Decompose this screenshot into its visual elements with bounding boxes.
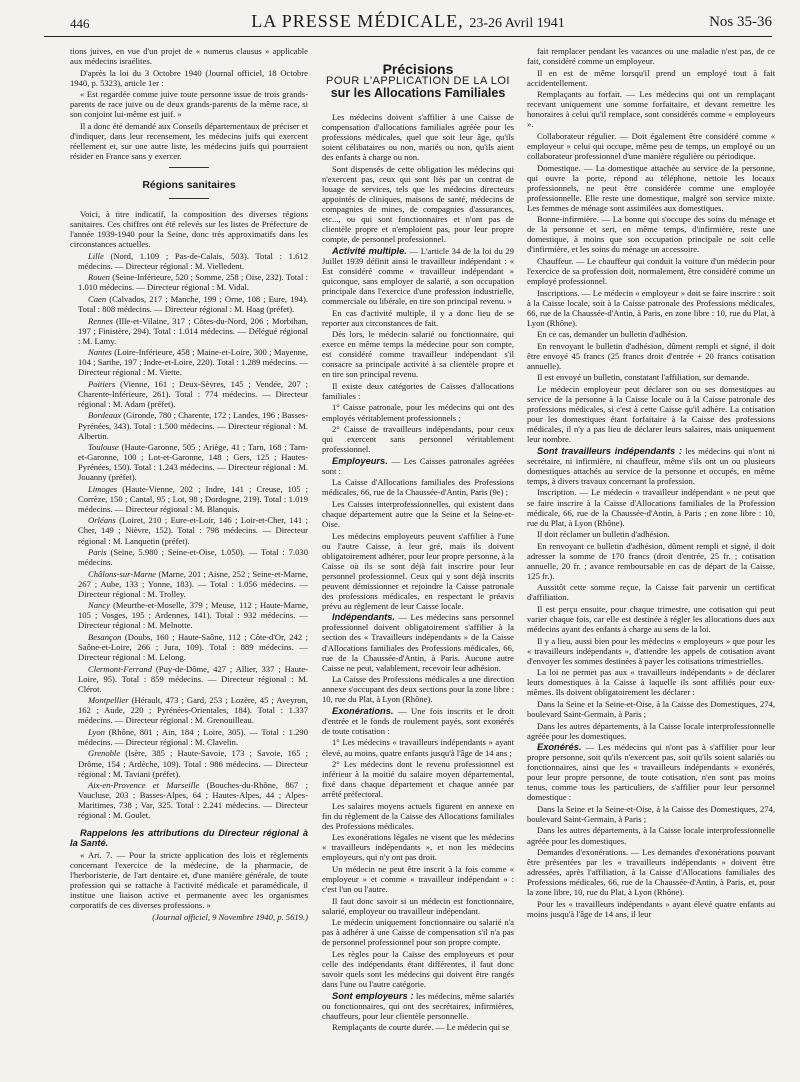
paragraph: [527, 636, 775, 666]
intro-block: [70, 46, 308, 161]
paragraph: [322, 531, 514, 611]
region-city: Paris: [88, 547, 107, 558]
paragraph: [527, 372, 775, 382]
column-middle: [322, 46, 514, 1066]
region-entry: [70, 316, 308, 346]
region-city: Poitiers: [88, 378, 116, 389]
region-entry: [70, 251, 308, 271]
region-city: Aix-en-Provence et Marseille: [88, 780, 200, 791]
paragraph: [322, 801, 514, 831]
paragraph: tions juives, en vue d'un projet de « numerus clausus » applicable aux médecins israélites.: [70, 46, 308, 67]
region-entry: [70, 748, 308, 778]
region-details: (Bouches-du-Rhône, 867 ; Vaucluse, 203 ; Basses-Alpes, 64 ; Hautes-Alpes, 44 ; Alpes-Maritimes, 738 ; Var, 325. Total : 2.241 médecins. — Directeur régional : M. Goulet.: [78, 780, 308, 821]
paragraph-text: — Une fois inscrits et le droit d'entrée et le fonds de roulement payés, sont exonérés de toute cotisation :: [322, 705, 514, 736]
paragraph-text: La Caisse d'Allocations familiales des Professions médicales, 66, rue de la Chaussée-d'Antin, Paris (9e) ;: [322, 477, 514, 498]
paragraph-text: Inscription. — Le médecin « travailleur indépendant » ne peut que se faire inscrire à la Caisse d'Allocations familiales de la Profession médicale, 66, rue de la Chaussée-d'Antin, à Paris ; en zone libre : 10, rue du Plat, à Lyon (Rhône).: [527, 487, 775, 528]
paragraph: [527, 804, 775, 824]
paragraph: [527, 721, 775, 741]
paragraph: [527, 825, 775, 845]
divider: [169, 198, 209, 199]
paragraph-text: En renvoyant ce bulletin d'adhésion, dûment rempli et signé, il doit adresser la somme de 170 francs (droit d'entrée, 25 fr. ; cotisation annuelle, 20 fr. ; avance remboursable en cas de départ de la Caisse, 125 fr.).: [527, 540, 775, 581]
article-body: [322, 112, 514, 1032]
region-entry: [70, 347, 308, 377]
region-details: (Gironde, 780 ; Charente, 172 ; Landes, 196 ; Basses-Pyrénées, 343). Total : 1.500 médecins. — Directeur régional : M. Albertin.: [78, 410, 308, 441]
paragraph: [322, 381, 514, 401]
paragraph-text: Il y a lieu, aussi bien pour les médecins « employeurs » que pour les « travailleurs indépendants », d'attendre les appels de cotisation avant d'envoyer les sommes destinées à payer les cotisations trimestrielles.: [527, 635, 775, 666]
journal-title-line: [44, 11, 772, 32]
paragraph: [527, 604, 775, 634]
region-entry: [70, 664, 308, 694]
paragraph: [527, 582, 775, 602]
paragraph: [527, 742, 775, 802]
paragraph-text: Inscriptions. — Le médecin « employeur » doit se faire inscrire : soit à la Caisse locale, soit à la Caisse patronale des Professions médicales, 66, rue de la Chaussée-d'Antin, à Paris, en zone libre : 10, rue du Plat, à Lyon (Rhône).: [527, 287, 775, 328]
region-city: Nancy: [88, 600, 110, 611]
paragraph: [527, 446, 775, 486]
paragraph-text: Les salaires moyens actuels figurent en annexe en fin du règlement de la Caisse des Allocations familiales des Professions médicales.: [322, 800, 514, 831]
region-entry: [70, 780, 308, 820]
region-entry: [70, 727, 308, 747]
paragraph-text: Il doit réclamer un bulletin d'adhésion.: [537, 529, 670, 540]
region-city: Châlons-sur-Marne: [88, 568, 157, 579]
region-details: (Meurthe-et-Moselle, 379 ; Meuse, 112 ; Haute-Marne, 105 ; Vosges, 195 ; Ardennes, 141). Total : 932 médecins. — Directeur régional : M. Melnotte.: [78, 600, 308, 631]
paragraph: [527, 529, 775, 539]
regions-intro: Voici, à titre indicatif, la composition des diverses régions sanitaires. Ces chiffres ont été relevés sur les listes de Préfecture de l'année 1939-1940 pour la Seine, donc très approximatifs dans les circonstances actuelles.: [70, 209, 308, 250]
paragraph: [322, 612, 514, 672]
paragraph-text: Dès lors, le médecin salarié ou fonctionnaire, qui exerce en même temps la médecine pour son compte, est considéré comme travailleur indépendant s'il consacre sa principale activité à sa clientèle propre et en tire son principal revenu.: [322, 329, 514, 380]
region-city: Grenoble: [88, 748, 121, 759]
paragraph: [527, 329, 775, 339]
paragraph: [527, 256, 775, 286]
paragraph-text: — Les médecins sans personnel professionnel doivent obligatoirement s'affilier à la section des « Travailleurs indépendants » de la Caisse d'Allocations familiales des Professions médicales, 66, rue de la Chaussée-d'Antin, à Paris. Aucune autre Caisse ne peut, valablement, recevoir leur adhésion.: [322, 612, 514, 673]
region-city: Limoges: [88, 483, 118, 494]
paragraph: [322, 246, 514, 306]
region-city: Orléans: [88, 515, 116, 526]
paragraph: [527, 699, 775, 719]
paragraph: D'après la loi du 3 Octobre 1940 (Journal officiel, 18 Octobre 1940, p. 5323), article 1er :: [70, 67, 308, 88]
paragraph-text: — Les Caisses patronales agréées sont :: [322, 455, 514, 476]
paragraph-text: — Les médecins qui n'ont pas à s'affilier pour leur propre personne, soit qu'ils n'exercent pas, soit qu'ils soient salariés ou fonctionnaires, ainsi que les « travailleurs indépendants » exonérés, pour leur propre personne, de toute cotisation, n'en sont pas moins tenus, comme tous les particuliers, de s'affilier pour leur personnel domestique :: [527, 742, 775, 803]
paragraph-text: Collaborateur régulier. — Doit également être considéré comme « employeur » celui qui occupe, même peu de temps, un employé ou un collaborateur professionnel d'une manière régulière ou périodique.: [527, 130, 775, 161]
paragraph: [527, 46, 775, 66]
region-details: (Nord, 1.109 ; Pas-de-Calais, 503). Total : 1.612 médecins. — Directeur régional : M. Vielledent.: [78, 250, 308, 271]
region-details: (Hérault, 473 ; Gard, 253 ; Lozère, 45 ; Aveyron, 162 ; Aude, 220 ; Pyrénées-Orientales, 184). Total : 1.337 médecins. — Directeur régional : M. Grenouilleau.: [78, 695, 308, 726]
paragraph-text: La Caisse des Professions médicales a une direction annexe s'occupant des deux sections pour la zone libre : 10, rue du Plat, à Lyon (Rhône).: [322, 674, 514, 705]
region-details: (Doubs, 160 ; Haute-Saône, 112 ; Côte-d'Or, 242 ; Saône-et-Loire, 266 ; Jura, 109). Total : 889 médecins. — Directeur régional : M. Lelong.: [78, 631, 308, 663]
column-right: [527, 46, 775, 1066]
paragraph: [322, 456, 514, 476]
paragraph-text: Un médecin ne peut être inscrit à la fois comme « employeur » et comme « travailleur indépendant » : c'est l'un ou l'autre.: [322, 864, 514, 895]
paragraph: [322, 308, 514, 328]
page-header: [44, 10, 772, 37]
region-city: Montpellier: [88, 695, 129, 706]
region-city: Besançon: [88, 631, 122, 642]
region-details: (Haute-Garonne, 505 ; Ariège, 41 ; Tarn, 168 ; Tarn-et-Garonne, 100 ; Lot-et-Garonne, 148 ; Gers, 125 ; Hautes-Pyrénées, 150). Total : 1.243 médecins. — Directeur régional : M. Jouanny (préfet).: [78, 442, 308, 483]
region-city: Rouen: [88, 272, 110, 283]
paragraph: [527, 163, 775, 213]
article-title: [322, 61, 514, 101]
paragraph: [322, 706, 514, 736]
region-entry: [70, 547, 308, 567]
paragraph: [527, 384, 775, 444]
paragraph-text: 1° Les médecins « travailleurs indépendants » ayant élevé, au moins, quatre enfants jusqu'à l'âge de 14 ans ;: [322, 737, 514, 758]
article-title-line1: Précisions: [382, 61, 454, 77]
paragraph-text: Pour les « travailleurs indépendants » ayant élevé quatre enfants au moins jusqu'à l'âge de 14 ans, il leur: [527, 898, 775, 919]
paragraph-text: Remplaçants de courte durée. — Le médecin qui se: [332, 1022, 510, 1033]
region-entry: [70, 569, 308, 599]
region-details: (Haute-Vienne, 202 ; Indre, 141 ; Creuse, 105 ; Corrèze, 150 ; Cantal, 95 ; Lot, 98 ; Dordogne, 219). Total : 1.019 médecins. — Directeur régional : M. Blanquis.: [78, 483, 308, 514]
paragraph: [322, 329, 514, 379]
paragraph: [322, 949, 514, 989]
region-details: (Isère, 385 ; Haute-Savoie, 173 ; Savoie, 165 ; Drôme, 154 ; Ardèche, 109). Total : 986 médecins. — Directeur régional : M. Taviani (préfet).: [78, 748, 308, 779]
paragraph-text: Aussitôt cette somme reçue, la Caisse fait parvenir un certificat d'affiliation.: [527, 582, 775, 603]
paragraph-text: Il est envoyé un bulletin, constatant l'affiliation, sur demande.: [537, 372, 750, 383]
paragraph: [322, 164, 514, 244]
paragraph-text: Remplaçants au forfait. — Les médecins qui ont un remplaçant recevant uniquement une somme forfaitaire, et devant remettre les honoraires à celui qu'il remplace, sont considérés comme « employeurs ».: [527, 89, 775, 130]
region-city: Clermont-Ferrand: [88, 663, 152, 674]
paragraph: [527, 541, 775, 581]
page-number: 446: [70, 16, 90, 31]
region-city: Bordeaux: [88, 410, 122, 421]
paragraph: [322, 499, 514, 529]
paragraph: [322, 1022, 514, 1032]
region-city: Rennes: [88, 315, 113, 326]
region-city: Nantes: [88, 347, 112, 358]
region-entry: [70, 379, 308, 409]
paragraph: [527, 89, 775, 129]
region-details: (Puy-de-Dôme, 427 ; Allier, 337 ; Haute-Loire, 95). Total : 859 médecins. — Directeur régional : M. Clérot.: [78, 663, 308, 694]
paragraph: Il a donc été demandé aux Conseils départementaux de préciser et d'indiquer, dans leur recensement, les médecins juifs qui exercent réellement et, sur une autre liste, les médecins juifs qui pourraient résider en France sans y exercer.: [70, 120, 308, 161]
paragraph-heading: Exonérations.: [332, 705, 394, 716]
paragraph: [322, 112, 514, 162]
region-details: (Loiret, 210 ; Eure-et-Loir, 146 ; Loir-et-Cher, 141 ; Cher, 149 ; Nièvre, 152). Total : 798 médecins. — Directeur régional : M. Lanquetin (préfet).: [78, 515, 308, 546]
paragraph-text: 2° Les médecins dont le revenu professionnel est inférieur à la moitié du salaire moyen départemental, fixé dans chaque département et chaque année par arrêté préfectoral.: [322, 759, 514, 800]
paragraph-text: Le médecin uniquement fonctionnaire ou salarié n'a pas à adhérer à une Caisse de compensation s'il n'a pas de personnel professionnel pour son propre compte.: [322, 917, 514, 948]
region-entry: [70, 410, 308, 440]
paragraph: [527, 214, 775, 254]
paragraph-text: Dans les autres départements, à la Caisse locale interprofessionnelle agréée pour les domestiques.: [527, 825, 775, 846]
paragraph-text: 1° Caisse patronale, pour les médecins qui ont des employés véritablement professionnels ;: [322, 402, 514, 423]
section-title-regions: Régions sanitaires: [142, 179, 236, 192]
paragraph: [527, 667, 775, 697]
region-details: (Vienne, 161 ; Deux-Sèvres, 145 ; Vendée, 207 ; Charente-Inférieure, 261). Total : 774 médecins. — Directeur régional : M. Adam (préfet).: [78, 378, 308, 409]
paragraph-text: Les médecins employeurs peuvent s'affilier à l'une ou l'autre Caisse, à leur gré, mais ils doivent obligatoirement adhérer, pour leur propre personne, à la Caisse où ils se sont déjà fait inscrire pour leur personnel professionnel. Ceux qui y sont déjà inscrits peuvent démissionner et rejoindre la Caisse patronale des professions médicales, en respectant le préavis prévu au règlement de leur Caisse locale.: [322, 530, 514, 611]
paragraph-text: Les Caisses interprofessionnelles, qui existent dans chaque département autre que la Seine et la Seine-et-Oise.: [322, 498, 514, 529]
article-text: « Art. 7. — Pour la stricte application des lois et règlements concernant l'exercice de la médecine, de la pharmacie, de l'herboristerie, de l'art dentaire et, d'une manière générale, de toute profession qui se rattache à l'activité médicale et paramédicale, il institue une liaison active et permanente avec les organismes corporatifs de ces diverses professions. »: [70, 849, 308, 911]
region-details: (Marne, 201 ; Aisne, 252 ; Seine-et-Marne, 267 ; Aube, 133 ; Yonne, 183). — Total : 1.056 médecins. — Directeur régional : M. Trolley.: [78, 568, 308, 599]
paragraph-text: Il faut donc savoir si un médecin est fonctionnaire, salarié, employeur ou travailleur indépendant.: [322, 895, 514, 916]
paragraph: [527, 131, 775, 161]
paragraph-text: Dans les autres départements, à la Caisse locale interprofessionnelle agréée pour les domestiques.: [527, 720, 775, 741]
region-entry: [70, 484, 308, 514]
paragraph-text: Dans la Seine et la Seine-et-Oise, à la Caisse des Domestiques, 274, boulevard Saint-Germain, à Paris ;: [527, 803, 775, 824]
region-entry: [70, 515, 308, 545]
region-entry: [70, 272, 308, 292]
paragraph: [322, 424, 514, 454]
journal-title: LA PRESSE MÉDICALE,: [251, 11, 464, 31]
region-entry: [70, 294, 308, 314]
paragraph-text: Les règles pour la Caisse des employeurs et pour celle des indépendants étant différentes, il faut donc savoir quels sont les médecins qui doivent être rangés dans l'une ou l'autre catégorie.: [322, 948, 514, 990]
paragraph-text: Il en est de même lorsqu'il prend un employé tout à fait accidentellement.: [527, 67, 775, 88]
divider: [169, 167, 209, 168]
paragraph-text: Bonne-infirmière. — La bonne qui s'occupe des soins du ménage et de la personne et sert, en même temps, d'infirmière, reste une domestique, à moins que son occupation principale ne soit celle d'infirmière, et les soins du ménage un accessoire.: [527, 214, 775, 255]
paragraph: [322, 737, 514, 757]
paragraph: [322, 917, 514, 947]
region-city: Lyon: [88, 726, 105, 737]
region-details: (Ille-et-Vilaine, 317 ; Côtes-du-Nord, 206 ; Morbihan, 197 ; Finistère, 294). Total : 1.014 médecins. — Délégué régional : M. Lamy.: [78, 315, 308, 346]
paragraph-text: Demandes d'exonérations. — Les demandes d'exonérations pouvant être présentées par les « travailleurs indépendants » doivent être adressées, après l'affiliation, à la Caisse d'Allocations familiales des Professions médicales, 66, rue de la Chaussée-d'Antin, à Paris, et, pour la zone libre, 10, rue du Plat, à Lyon (Rhône).: [527, 847, 775, 898]
paragraph-heading: Employeurs.: [332, 455, 388, 466]
article-body-continued: [527, 46, 775, 919]
paragraph: [527, 487, 775, 527]
paragraph-text: Il existe deux catégories de Caisses d'allocations familiales :: [322, 380, 514, 401]
paragraph-text: Les exonérations légales ne visent que les médecins « travailleurs indépendants », et non les médecins employeurs, qui n'y ont pas droit.: [322, 832, 514, 863]
paragraph: [527, 68, 775, 88]
region-entry: [70, 695, 308, 725]
paragraph-text: Le médecin employeur peut déclarer son ou ses domestiques au service de la personne à la Caisse locale ou à la Caisse patronale des professions médicales, si c'est à cette Caisse qu'il adhère. La cotisation pour les domestiques étant forfaitaire à la Caisse des professions médicales, il n'y a pas lieu de déclarer leurs salaires, mais uniquement leur nombre.: [527, 384, 775, 445]
paragraph: [527, 899, 775, 919]
paragraph-text: les médecins qui n'ont ni secrétaire, ni infirmière, ni chauffeur, même s'ils ont un ou plusieurs domestiques attachés au service de la personne et occupés, en même temps, à divers travaux concernant la profession.: [527, 445, 775, 486]
issue-date: 23-26 Avril 1941: [469, 16, 565, 31]
article-title-line3: sur les Allocations Familiales: [330, 86, 506, 101]
paragraph-text: Domestique. — La domestique attachée au service de la personne, qui ouvre la porte, répond au téléphone, nettoie les locaux professionnels, ne peut être considérée comme une employée professionnelle. Elle reste une domestique, malgré son service mixte. Les femmes de ménage sont assimilées aux domestiques.: [527, 162, 775, 213]
paragraph-text: Dans la Seine et la Seine-et-Oise, à la Caisse des Domestiques, 274, boulevard Saint-Germain, à Paris ;: [527, 698, 775, 719]
paragraph-heading: Exonérés.: [537, 742, 582, 753]
source-citation: (Journal officiel, 9 Novembre 1940, p. 5619.): [152, 911, 308, 922]
paragraph-text: En cas d'activité multiple, il y a donc lieu de se reporter aux circonstances de fait.: [322, 307, 514, 328]
paragraph-heading: Sont employeurs :: [332, 990, 414, 1001]
region-city: Toulouse: [88, 442, 119, 453]
column-left: [70, 46, 308, 1066]
region-entry: [70, 600, 308, 630]
paragraph-text: fait remplacer pendant les vacances ou une maladie n'est pas, de ce fait, considéré comme un employeur.: [527, 46, 775, 67]
region-details: (Loire-Inférieure, 458 ; Maine-et-Loire, 300 ; Mayenne, 104 ; Sarthe, 197 ; Indre-et-Loire, 220). Total : 1.289 médecins. — Directeur régional : M. Viette.: [78, 347, 308, 378]
paragraph: [322, 832, 514, 862]
region-entry: [70, 442, 308, 482]
paragraph: [322, 864, 514, 894]
paragraph-text: les médecins, même salariés ou fonctionnaires, qui ont des secrétaires, infirmières, chauffeurs, pour leur clientèle personnelle.: [322, 990, 514, 1021]
issue-number: Nos 35-36: [709, 14, 772, 30]
paragraph: [527, 288, 775, 328]
paragraph: [527, 847, 775, 897]
region-city: Lille: [88, 250, 104, 261]
paragraph-heading: Sont travailleurs indépendants :: [537, 445, 682, 456]
paragraph: [322, 477, 514, 497]
paragraph-text: Chauffeur. — Le chauffeur qui conduit la voiture d'un médecin pour l'exercice de sa profession doit, normalement, être considéré comme un employé professionnel.: [527, 255, 775, 287]
paragraph: [322, 402, 514, 422]
region-entry: [70, 632, 308, 662]
paragraph-text: La loi ne permet pas aux « travailleurs indépendants » de déclarer leurs domestiques à la Caisse à laquelle ils sont affiliés pour eux-mêmes. Ils doivent obligatoirement les déclarer :: [527, 667, 775, 698]
paragraph: [322, 674, 514, 704]
paragraph-heading: Activité multiple.: [332, 245, 407, 256]
paragraph: [322, 896, 514, 916]
region-city: Caen: [88, 293, 107, 304]
paragraph: « Est regardée comme juive toute personne issue de trois grands-parents de race juive ou de deux grands-parents de la même race, si son conjoint lui-même est juif. »: [70, 89, 308, 120]
paragraph-heading: Indépendants.: [332, 612, 396, 623]
paragraph-text: Les médecins doivent s'affilier à une Caisse de compensation d'allocations familiales agréée pour les professions médicales, quel que soit leur âge, qu'ils soient célibataires ou non, mariés ou non, qu'ils aient des enfants à charge ou non.: [322, 112, 514, 163]
paragraph-text: En renvoyant le bulletin d'adhésion, dûment rempli et signé, il doit être envoyé 45 francs (25 francs droit d'entrée + 20 francs cotisation annuelle).: [527, 340, 775, 371]
paragraph: [322, 759, 514, 799]
paragraph-text: En ce cas, demander un bulletin d'adhésion.: [537, 329, 688, 340]
paragraph-text: 2° Caisse de travailleurs indépendants, pour ceux qui exercent sans personnel véritablement professionnel.: [322, 424, 514, 455]
paragraph-text: — L'article 34 de la loi du 29 Juillet 1939 définit ainsi le travailleur indépendant : « Est considéré comme « travailleur indépendant » quiconque, sans employer de salarié, a son occupation principale dans l'exercice d'une profession industrielle, commerciale ou libérale, en tire son principal revenu. »: [322, 245, 514, 306]
paragraph-text: Il est perçu ensuite, pour chaque trimestre, une cotisation qui peut varier chaque fois, car elle est destinée à régler les allocations dues aux médecins ayant des enfants à charge au sens de la loi.: [527, 603, 775, 635]
recall-heading: Rappelons les attributions du Directeur régional à la Santé.: [70, 828, 308, 849]
region-details: (Seine, 5.980 ; Seine-et-Oise, 1.050). — Total : 7.030 médecins.: [78, 547, 308, 568]
region-details: (Rhône, 801 ; Ain, 184 ; Loire, 305). — Total : 1.290 médecins. — Directeur régional : M. Clavelin.: [78, 726, 308, 747]
region-details: (Seine-Inférieure, 520 ; Somme, 258 ; Oise, 232). Total : 1.010 médecins. — Directeur régional : M. Vidal.: [78, 272, 308, 293]
paragraph: [527, 341, 775, 371]
paragraph-text: Sont dispensés de cette obligation les médecins qui n'exercent pas, ceux qui sont liés par un contrat de louage de services, tels que les médecins directeurs appointés de cliniques, maisons de santé, médecins de compagnies de mines, de compagnies d'assurances, etc..., ou qui sont fonctionnaires et n'ont pas de clientèle propre et n'emploient pas, pour leur propre compte, de personnel professionnel.: [322, 163, 514, 245]
region-details: (Calvados, 217 ; Manche, 199 ; Orne, 108 ; Eure, 194). Total : 808 médecins. — Directeur régional : M. Haag (préfet).: [78, 293, 308, 314]
article-title-line2: POUR L'APPLICATION DE LA LOI: [325, 75, 510, 88]
paragraph: [322, 991, 514, 1021]
regions-list: [70, 251, 308, 821]
